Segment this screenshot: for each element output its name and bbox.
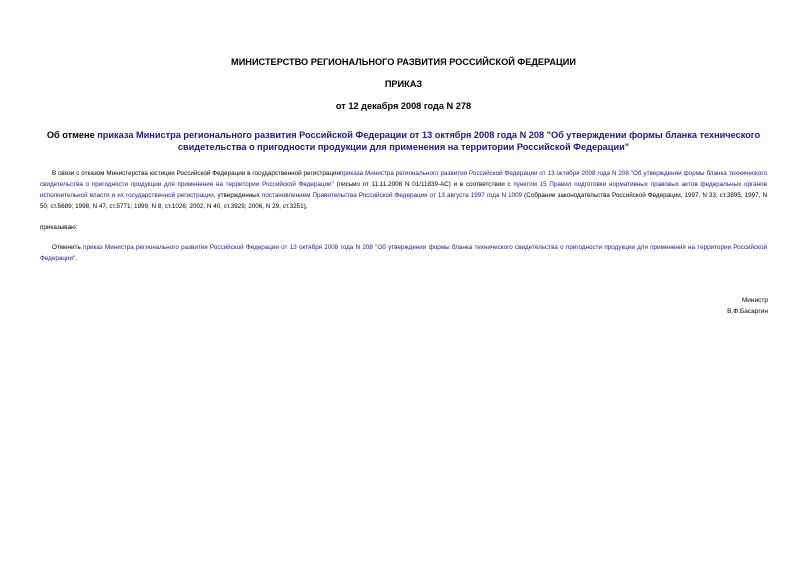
- signature-name: В.Ф.Басаргин: [727, 308, 768, 315]
- signature-position: Министр: [741, 297, 768, 304]
- order-word: приказываю:: [40, 224, 78, 231]
- title-link[interactable]: приказа Министра регионального развития Российской Федерации от 13 октября 2008 года N 208 "Об утверждении формы бланка технического свидетельства о пригодности продукции для применения на территории Российской Федерации": [97, 130, 761, 152]
- preamble-text-4: (Собрание законодательства Российской Федерации, 1997, N 33, ст.3895; 1997, N 50, ст.5689; 1998, N 47, ст.5771; 1999, N 8, ст.1026; 2002, N 40, ст.3929; 2006, N 29, ст.3251),: [40, 192, 767, 210]
- preamble-link-rules-p15[interactable]: пунктом 15 Правил подготовки нормативных правовых актов федеральных органов исполнительной власти и их государственной регистрации: [40, 181, 767, 199]
- signature-block: [727, 295, 768, 317]
- preamble-link-decree-1009[interactable]: постановлением Правительства Российской Федерации от 13 августа 1997 года N 1009: [261, 192, 523, 199]
- order-link-order-208[interactable]: приказ Министра регионального развития Российской Федерации от 13 октября 2008 года N 208 "Об утверждении формы бланка технического свидетельства о пригодности продукции для применения на территории Российской Федерации": [40, 244, 767, 262]
- document-title: [40, 129, 767, 153]
- ministry-header: МИНИСТЕРСТВО РЕГИОНАЛЬНОГО РАЗВИТИЯ РОССИЙСКОЙ ФЕДЕРАЦИИ: [231, 57, 576, 67]
- preamble-text-3: , утвержденных: [213, 192, 262, 199]
- order-text-1: Отменить: [52, 244, 84, 251]
- doc-type: ПРИКАЗ: [384, 79, 423, 89]
- title-prefix: Об отмене: [46, 130, 98, 140]
- paragraph-preamble: [40, 168, 767, 212]
- preamble-text-1: В связи с отказом Министерства юстиции Российской Федерации в государственной регистрации: [52, 170, 340, 177]
- date-number: от 12 декабря 2008 года N 278: [335, 101, 472, 111]
- paragraph-order: [40, 242, 767, 264]
- preamble-link-order-208[interactable]: приказа Министра регионального развития Российской Федерации от 13 октября 2008 года N 208 "Об утверждении формы бланка технического свидетельства о пригодности продукции для применения на территории Российской Федерации": [40, 170, 767, 188]
- order-text-2: .: [75, 255, 77, 262]
- preamble-text-2: (письмо от 11.11.2008 N 01/11839-АС) и в соответствии с: [333, 181, 514, 188]
